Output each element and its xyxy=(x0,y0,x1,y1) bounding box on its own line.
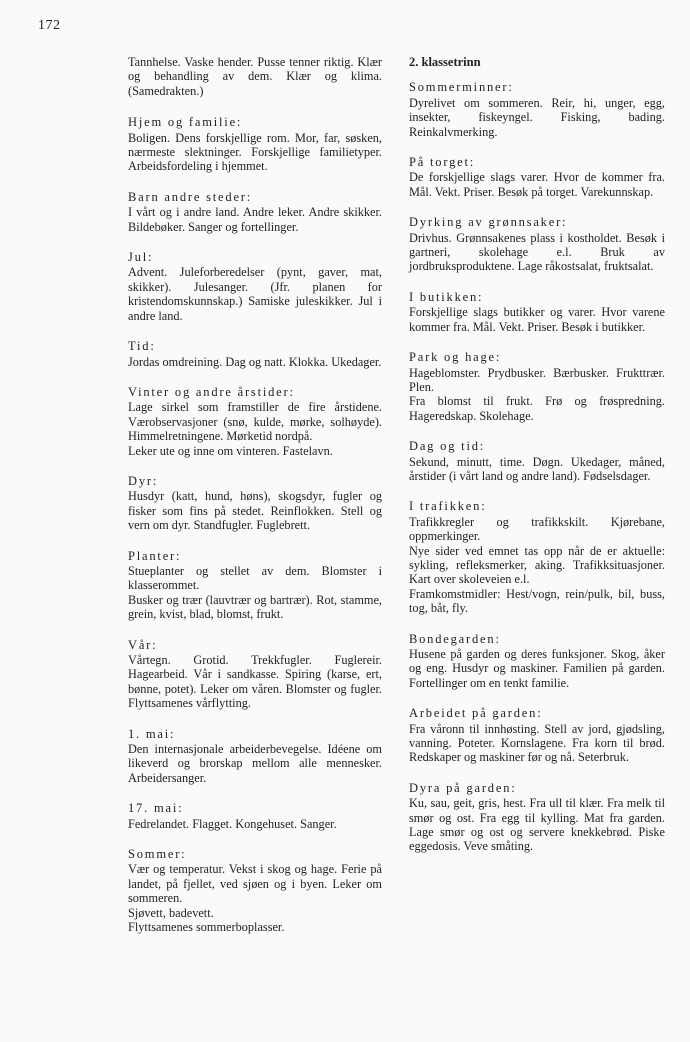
topic-section xyxy=(128,190,382,234)
topic-paragraph: Sjøvett, badevett. xyxy=(128,905,214,920)
topic-title: Park og hage: xyxy=(409,350,502,365)
intro-section xyxy=(128,55,382,98)
topic-paragraph: Den internasjonale arbeiderbevegelse. Idéene om likeverd og brorskap mellom alle mennesker. Arbeidersanger. xyxy=(128,742,382,785)
topic-title: 17. mai: xyxy=(128,801,184,816)
topic-title: Tid: xyxy=(128,339,156,354)
right-column xyxy=(409,55,665,870)
topic-title: Dyrking av grønnsaker: xyxy=(409,215,568,230)
topic-title: I butikken: xyxy=(409,289,484,304)
topic-section xyxy=(409,290,665,334)
topic-section xyxy=(409,706,665,765)
topic-paragraph: Advent. Juleforberedelser (pynt, gaver, mat, skikker). Julesanger. (Jfr. planen for kristendomskunnskap.) Samiske juleskikker. Jul i andre land. xyxy=(128,265,382,323)
topic-paragraph: Forskjellige slags butikker og varer. Hvor varene kommer fra. Mål. Vekt. Priser. Besøk i butikker. xyxy=(409,305,665,334)
topic-title: Arbeidet på garden: xyxy=(409,706,543,721)
topic-paragraph: Leker ute og inne om vinteren. Fastelavn. xyxy=(128,443,333,458)
topic-section xyxy=(409,80,665,139)
topic-title: 1. mai: xyxy=(128,726,176,741)
topic-paragraph: Busker og trær (lauvtrær og bartrær). Rot, stamme, grein, kvist, blad, blomst, frukt. xyxy=(128,592,382,622)
topic-title: Planter: xyxy=(128,548,182,563)
topic-paragraph: Flyttsamenes sommerboplasser. xyxy=(128,920,285,935)
topic-paragraph: Dyrelivet om sommeren. Reir, hi, unger, egg, insekter, fiskeyngel. Fisking, bading. Reinkalvmerking. xyxy=(409,95,665,139)
topic-section xyxy=(128,115,382,174)
topic-title: Vår: xyxy=(128,637,158,652)
topic-paragraph: I vårt og i andre land. Andre leker. Andre skikker. Bildebøker. Sanger og fortellinger. xyxy=(128,205,382,234)
topic-paragraph: Fedrelandet. Flagget. Kongehuset. Sanger. xyxy=(128,816,337,831)
topic-paragraph: De forskjellige slags varer. Hvor de kommer fra. Mål. Vekt. Priser. Besøk på torget. Varekunnskap. xyxy=(409,170,665,199)
topic-section xyxy=(128,549,382,622)
left-sections xyxy=(128,115,382,934)
topic-section xyxy=(128,801,382,831)
topic-section xyxy=(409,215,665,274)
topic-section xyxy=(409,439,665,483)
topic-paragraph: Framkomstmidler: Hest/vogn, rein/pulk, bil, buss, tog, båt, fly. xyxy=(409,586,665,616)
topic-paragraph: Sekund, minutt, time. Døgn. Ukedager, måned, årstider (i vårt land og andre land). Fødselsdager. xyxy=(409,454,665,483)
topic-title: I trafikken: xyxy=(409,499,487,514)
intro-paragraph: Tannhelse. Vaske hender. Pusse tenner riktig. Klær og behandling av dem. Klær og klima. (Samedrakten.) xyxy=(128,55,382,98)
topic-paragraph: Boligen. Dens forskjellige rom. Mor, far, søsken, nærmeste slektninger. Forskjellige familietyper. Arbeidsfordeling i hjemmet. xyxy=(128,130,382,174)
topic-paragraph: Trafikkregler og trafikkskilt. Kjørebane, oppmerkinger. xyxy=(409,514,665,544)
topic-section xyxy=(409,155,665,199)
topic-title: Sommerminner: xyxy=(409,80,514,95)
topic-title: Jul: xyxy=(128,250,154,265)
topic-title: Barn andre steder: xyxy=(128,189,253,204)
topic-title: Dyr: xyxy=(128,473,159,488)
topic-section xyxy=(128,727,382,786)
topic-section xyxy=(409,781,665,854)
page-number: 172 xyxy=(38,18,61,33)
right-sections xyxy=(409,80,665,853)
topic-paragraph: Fra våronn til innhøsting. Stell av jord, gjødsling, vanning. Poteter. Kornslagene. Fra korn til brød. Redskaper og maskiner før og nå. Seterbruk. xyxy=(409,721,665,765)
topic-section xyxy=(128,339,382,369)
grade-heading: 2. klassetrinn xyxy=(409,55,481,69)
topic-title: Sommer: xyxy=(128,847,187,862)
topic-title: På torget: xyxy=(409,155,476,170)
topic-paragraph: Nye sider ved emnet tas opp når de er aktuelle: sykling, refleksmerker, aking. Trafikksituasjoner. Kart over skoleveien e.l. xyxy=(409,543,665,587)
topic-paragraph: Vær og temperatur. Vekst i skog og hage. Ferie på landet, på fjellet, ved sjøen og i byen. Leker om sommeren. xyxy=(128,862,382,906)
topic-paragraph: Vårtegn. Grotid. Trekkfugler. Fuglereir. Hagearbeid. Vår i sandkasse. Spiring (karse, ert, bønne, potet). Leker om våren. Blomster og fugler. Flyttsamenes vårflytting. xyxy=(128,653,382,711)
topic-section xyxy=(409,350,665,423)
left-column xyxy=(128,55,382,951)
topic-paragraph: Lage sirkel som framstiller de fire årstidene. Værobservasjoner (snø, kulde, mørke, solhøyde). Himmelretningene. Mørketid nordpå. xyxy=(128,400,382,444)
topic-section xyxy=(128,250,382,323)
topic-title: Dyra på garden: xyxy=(409,780,517,795)
topic-paragraph: Stueplanter og stellet av dem. Blomster i klasserommet. xyxy=(128,563,382,593)
topic-section xyxy=(409,499,665,615)
topic-section xyxy=(128,474,382,533)
topic-section xyxy=(128,385,382,458)
topic-title: Bondegarden: xyxy=(409,631,501,646)
topic-paragraph: Fra blomst til frukt. Frø og frøspredning. Hageredskap. Skolehage. xyxy=(409,394,665,423)
topic-paragraph: Jordas omdreining. Dag og natt. Klokka. Ukedager. xyxy=(128,354,382,369)
topic-paragraph: Husene på garden og deres funksjoner. Skog, åker og eng. Husdyr og maskiner. Familien på garden. Fortellinger om en tenkt familie. xyxy=(409,647,665,690)
topic-section xyxy=(128,847,382,934)
topic-title: Hjem og familie: xyxy=(128,115,243,130)
topic-section xyxy=(409,632,665,691)
topic-section xyxy=(128,638,382,711)
topic-title: Dag og tid: xyxy=(409,439,486,454)
topic-paragraph: Ku, sau, geit, gris, hest. Fra ull til klær. Fra melk til smør og ost. Fra egg til kylling. Mat fra garden. Lage smør og ost og servere knekkebrød. Piske eggedosis. Veve småting. xyxy=(409,796,665,854)
topic-paragraph: Hageblomster. Prydbusker. Bærbusker. Frukttrær. Plen. xyxy=(409,365,665,394)
topic-paragraph: Drivhus. Grønnsakenes plass i kostholdet. Besøk i gartneri, skolehage e.l. Bruk av jordbruksproduktene. Lage råkostsalat, fruktsalat. xyxy=(409,230,665,274)
topic-title: Vinter og andre årstider: xyxy=(128,384,295,399)
topic-paragraph: Husdyr (katt, hund, høns), skogsdyr, fugler og fisker som fins på stedet. Reinflokken. Stell og vern om dyr. Standfugler. Fuglebrett. xyxy=(128,489,382,533)
